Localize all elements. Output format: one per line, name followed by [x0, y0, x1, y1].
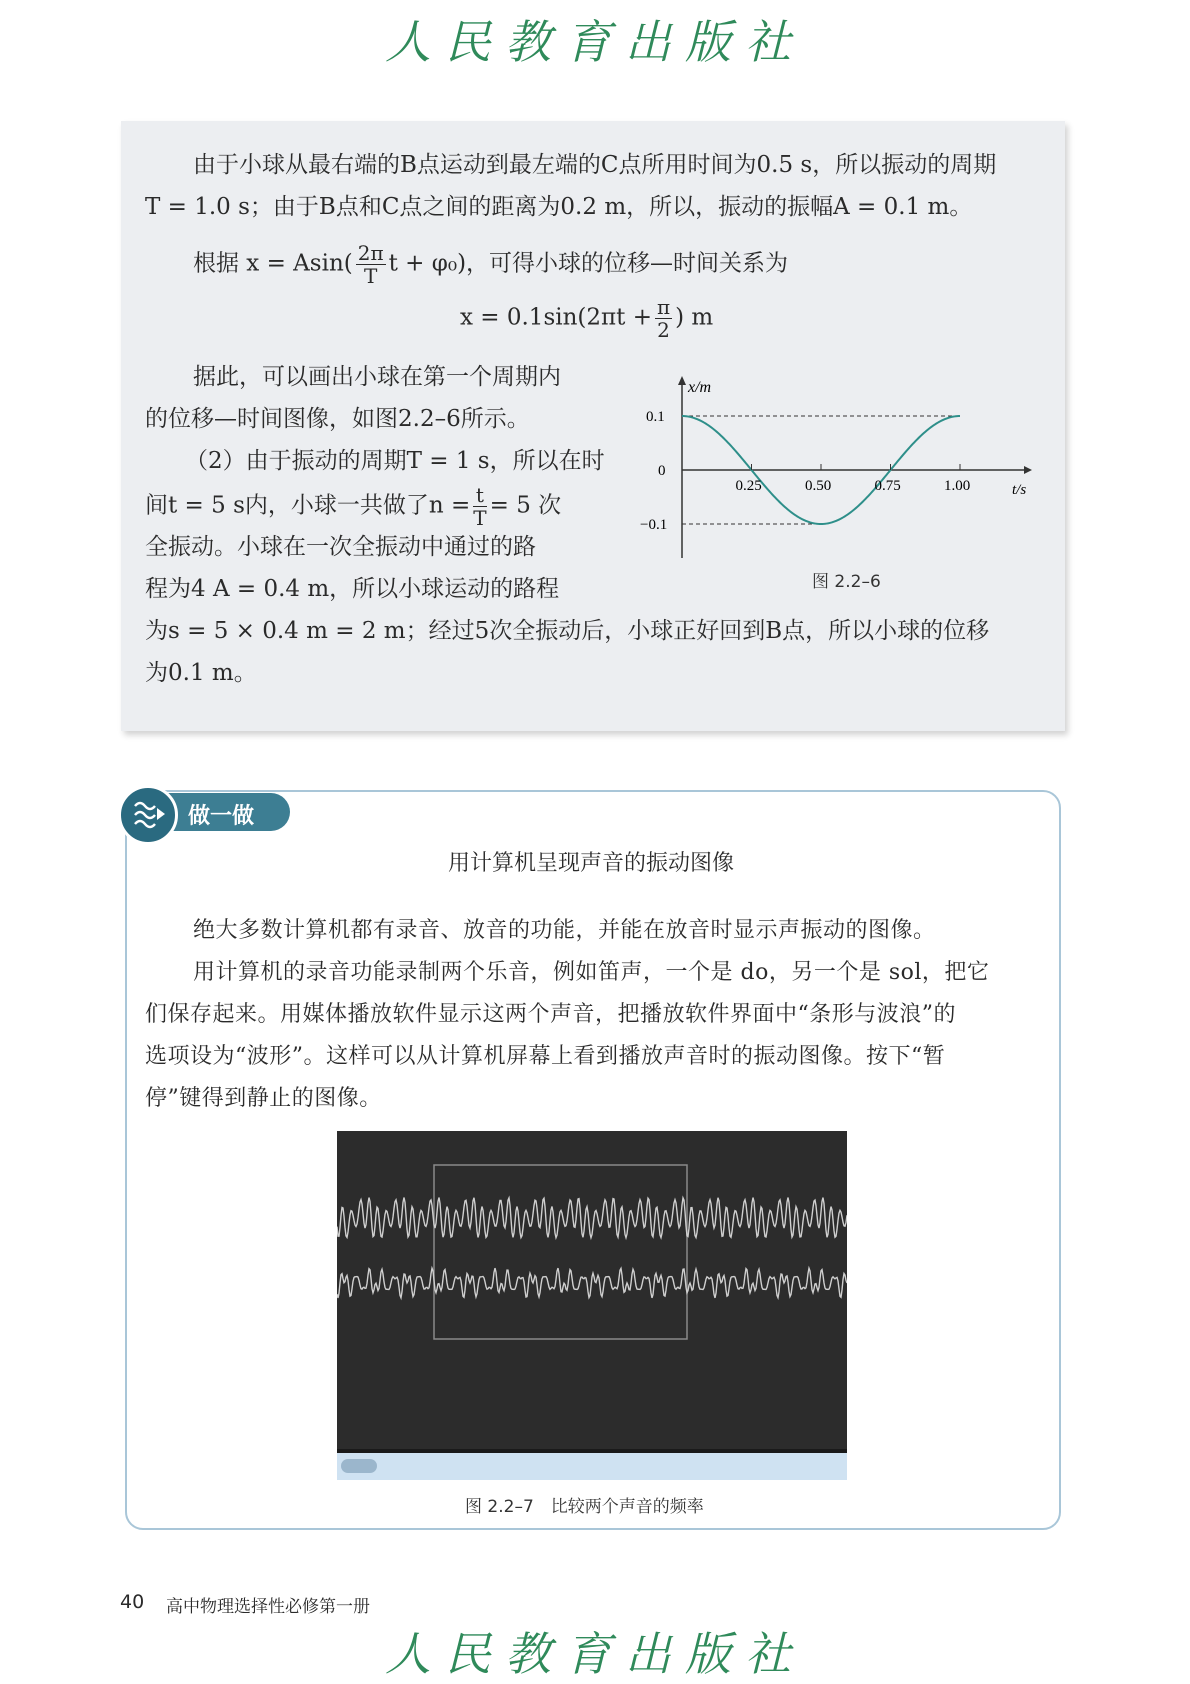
displacement-time-chart: [640, 370, 1040, 570]
x-tick-label: 0.75: [874, 478, 901, 494]
example-line-9: 全振动。小球在一次全振动中通过的路: [145, 534, 536, 560]
book-title: 高中物理选择性必修第一册: [166, 1597, 370, 1617]
activity-paragraph-2-line-2: 们保存起来。用媒体播放软件显示这两个声音，把播放软件界面中“条形与波浪”的: [145, 1002, 956, 1027]
activity-paragraph-2-line-3: 选项设为“波形”。这样可以从计算机屏幕上看到播放声音时的振动图像。按下“暂: [145, 1044, 946, 1069]
activity-badge: [118, 785, 290, 837]
activity-badge-label: 做一做: [188, 804, 255, 829]
player-control-bar: [337, 1453, 847, 1480]
play-controls: [341, 1459, 377, 1473]
example-line-12: 为0.1 m。: [145, 660, 257, 686]
wave-hand-icon: [118, 785, 178, 845]
x-tick-label: 1.00: [944, 478, 971, 494]
selection-rectangle: [434, 1165, 687, 1339]
y-axis-arrow: [678, 376, 686, 385]
example-line-10: 程为4 A = 0.4 m，所以小球运动的路程: [145, 576, 560, 602]
x-axis-label: t/s: [1012, 482, 1027, 498]
y-axis-label: x/m: [688, 379, 712, 396]
publisher-logo-bottom: 人民教育出版社: [385, 1627, 805, 1681]
page-number: 40: [120, 1591, 145, 1613]
activity-paragraph-2-line-4: 停”键得到静止的图像。: [145, 1086, 382, 1111]
formula-suffix: t + φ₀)，可得小球的位移—时间关系为: [388, 250, 789, 277]
example-line-5: 据此，可以画出小球在第一个周期内: [193, 364, 561, 390]
example-line-3: [193, 242, 788, 287]
activity-paragraph-2-line-1: 用计算机的录音功能录制两个乐音，例如笛声，一个是 do，另一个是 sol，把它: [193, 960, 990, 985]
example-line-11: 为s = 5 × 0.4 m = 2 m；经过5次全振动后，小球正好回到B点，所以小球的位移: [145, 618, 990, 644]
y-tick-label: 0.1: [646, 409, 665, 425]
fraction-pi-over-2: $\frac{\pi}{2}$: [656, 295, 671, 342]
activity-paragraph-1: 绝大多数计算机都有录音、放音的功能，并能在放音时显示声振动的图像。: [193, 918, 936, 943]
figure-caption-2-2-6: 图 2.2–6: [812, 572, 881, 592]
x-tick-label: 0.25: [735, 478, 762, 494]
fraction-t-over-T: $\frac{t}{T}$: [473, 483, 487, 530]
waveform-sol: [337, 1268, 847, 1298]
example-line-8: 间t = 5 s内，小球一共做了n = $\frac{t}{T}$ = 5 次: [145, 483, 562, 530]
example-line-2: T = 1.0 s；由于B点和C点之间的距离为0.2 m，所以，振动的振幅A = 0.1 m。: [145, 194, 973, 220]
y-tick-label: −0.1: [640, 517, 668, 533]
example-line-1: 由于小球从最右端的B点运动到最左端的C点所用时间为0.5 s，所以振动的周期: [193, 152, 997, 178]
waveform-do: [337, 1198, 847, 1238]
example-line-7: （2）由于振动的周期T = 1 s，所以在时: [185, 448, 605, 474]
y-tick-label: 0: [658, 463, 666, 479]
waveform-screenshot: [337, 1131, 847, 1480]
example-line-6: 的位移—时间图像，如图2.2–6所示。: [145, 406, 530, 432]
fraction-2pi-over-T: $\frac{2\pi}{T}$: [357, 241, 384, 288]
displacement-equation: x = 0.1sin(2πt + $\frac{\pi}{2}$ ) m: [460, 295, 714, 342]
publisher-logo: 人民教育出版社: [385, 15, 805, 69]
x-tick-label: 0.50: [805, 478, 832, 494]
activity-title: 用计算机呈现声音的振动图像: [447, 851, 734, 876]
x-axis-arrow: [1024, 466, 1032, 474]
figure-caption-2-2-7: 图 2.2–7 比较两个声音的频率: [465, 1497, 704, 1517]
formula-prefix: 根据 x = Asin(: [193, 250, 353, 277]
